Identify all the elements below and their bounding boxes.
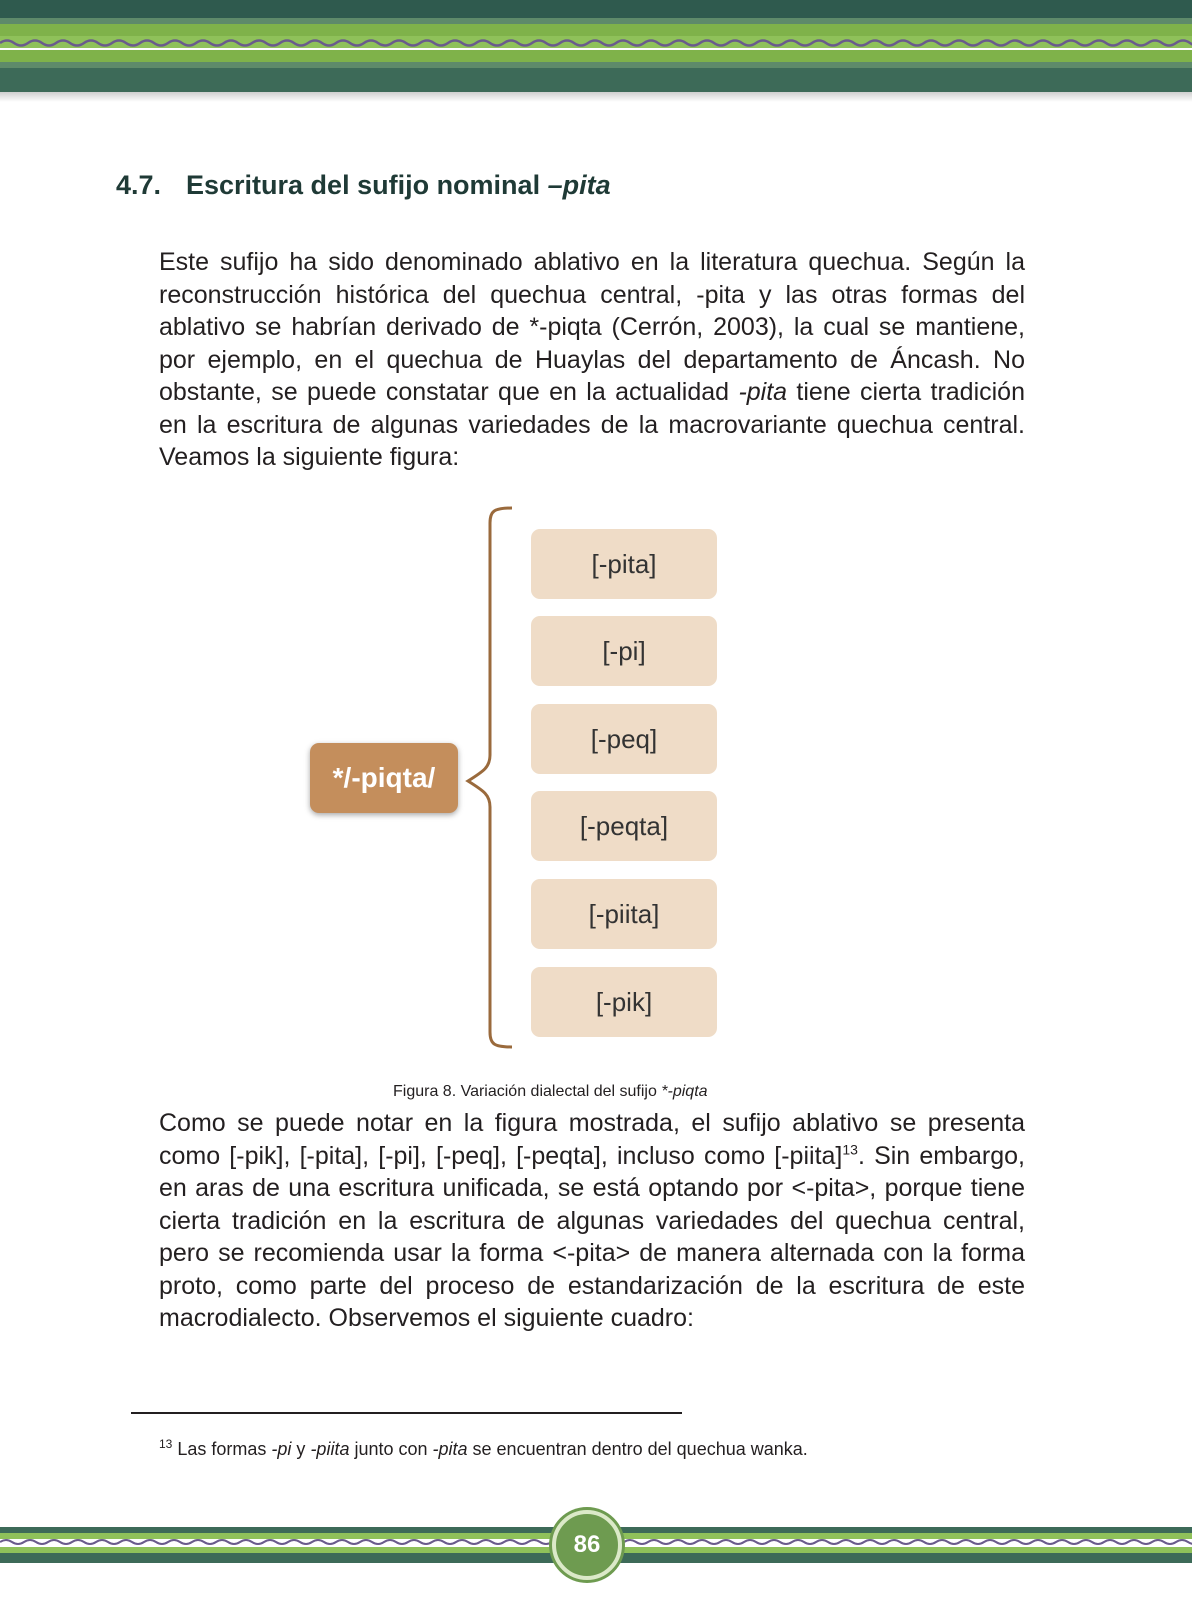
section-title-emphasis: –pita [547,170,611,200]
footnote-emphasis: -piita [310,1439,350,1459]
page-number: 86 [573,1531,601,1558]
wave-pattern-icon [0,36,1192,50]
body-paragraph [159,1107,1025,1335]
footnote-text: Las formas [172,1439,272,1459]
top-band-shadow [0,92,1192,102]
curly-brace [440,505,530,1050]
footnote-emphasis: -pita [432,1439,468,1459]
section-heading [116,170,611,201]
section-title: Escritura del sufijo nominal [186,170,548,200]
page-number-badge [552,1510,622,1580]
variant-box [531,967,717,1037]
caption-text: Figura 8. Variación dialectal del sufijo [393,1083,662,1100]
variant-label: [-peq] [590,723,658,754]
intro-paragraph [159,246,1025,474]
top-decorative-band [0,0,1192,100]
variant-box [531,529,717,599]
variant-box [531,704,717,774]
intro-text-1: Este sufijo ha sido denominado ablativo en la literatura quechua. Según la reconstrucción histórica del quechua central, -pita y las otras formas del ablativo se habrían derivado de *-piqta (Cerrón, 2003), la cual se mantiene, por ejemplo, en el quechua de Huaylas del departamento de Áncash. No obstante, se puede constatar que en la actualidad [159,248,1025,406]
variant-label: [-peqta] [579,810,669,841]
variant-label: [-piita] [588,898,660,929]
caption-emphasis: *-piqta [661,1083,708,1100]
footnote-text: y [291,1439,311,1459]
variant-label: [-pita] [591,548,657,579]
footnote-text: se encuentran dentro del quechua wanka. [467,1439,808,1459]
variant-box [531,791,717,861]
figure-caption [393,1083,708,1101]
variant-box [531,616,717,686]
footnote-text: junto con [349,1439,433,1459]
variant-label: [-pik] [595,986,653,1017]
footnote [159,1437,808,1460]
intro-text-2: tiene cierta tradición en la escritura de algunas variedades de la macrovariante quechua central. Veamos la siguiente figura: [159,378,1025,471]
proto-form-label: */-piqta/ [332,762,436,793]
variant-box [531,879,717,949]
footnote-number: 13 [159,1437,173,1451]
footnote-divider [131,1412,682,1414]
footnote-reference[interactable]: 13 [842,1141,858,1158]
intro-emphasis: -pita [738,378,788,406]
section-number: 4.7. [116,170,162,200]
proto-form-box [310,743,458,813]
footnote-emphasis: -pi [271,1439,292,1459]
variant-label: [-pi] [602,635,646,666]
body-text-1: Como se puede notar en la figura mostrada, el sufijo ablativo se presenta como [-pik], [-pita], [-pi], [-peq], [-peqta], incluso como [-piita] [159,1109,1025,1170]
body-text-2: . Sin embargo, en aras de una escritura unificada, se está optando por <-pita>, porque tiene cierta tradición en la escritura de algunas variedades del quechua central, pero se recomienda usar la forma <-pita> de manera alternada con la forma proto, como parte del proceso de estandarización de la escritura de este macrodialecto. Observemos el siguiente cuadro: [159,1141,1025,1332]
